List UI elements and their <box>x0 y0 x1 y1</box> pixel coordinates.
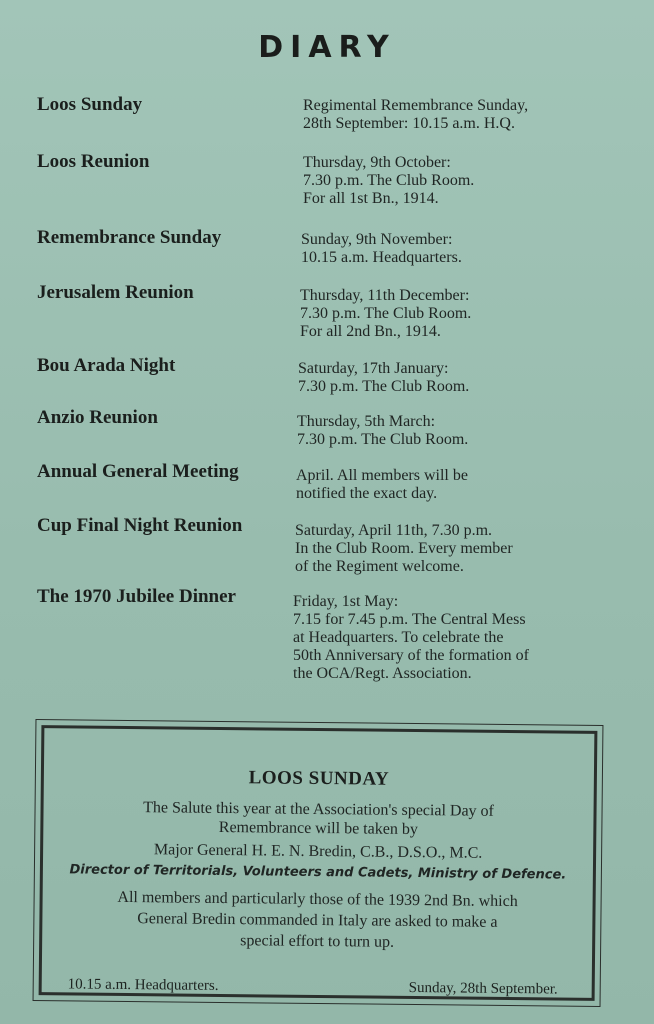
event-detail-line: For all 1st Bn., 1914. <box>303 190 439 207</box>
event-name: Anzio Reunion <box>37 407 158 428</box>
notice-line: Major General H. E. N. Bredin, C.B., D.S.O., M.C. <box>153 841 483 862</box>
event-detail-line: April. All members will be <box>296 467 468 484</box>
event-detail-line: For all 2nd Bn., 1914. <box>300 323 441 340</box>
event-name: The 1970 Jubilee Dinner <box>37 586 236 607</box>
event-detail <box>296 467 468 503</box>
notice-box <box>33 719 604 1007</box>
event-detail-line: Sunday, 9th November: <box>301 231 453 248</box>
event-detail-line: Regimental Remembrance Sunday, <box>303 97 529 114</box>
event-detail-line: Thursday, 11th December: <box>300 287 470 304</box>
notice-line: special effort to turn up. <box>240 932 395 951</box>
event-detail-line: 28th September: 10.15 a.m. H.Q. <box>303 115 515 132</box>
event-detail <box>293 593 529 683</box>
event-detail <box>295 522 513 576</box>
event-name: Jerusalem Reunion <box>37 282 194 303</box>
event-name: Cup Final Night Reunion <box>37 515 243 536</box>
event-detail-line: 10.15 a.m. Headquarters. <box>301 249 462 266</box>
event-detail <box>298 360 469 396</box>
event-detail-line: of the Regiment welcome. <box>295 558 464 575</box>
notice-line: Remembrance will be taken by <box>218 818 418 839</box>
notice-footer-time: 10.15 a.m. Headquarters. <box>67 976 219 994</box>
event-name: Annual General Meeting <box>37 461 239 482</box>
event-detail-line: 7.30 p.m. The Club Room. <box>303 172 475 189</box>
event-detail <box>297 413 468 449</box>
event-detail <box>301 231 462 267</box>
event-detail-line: Saturday, April 11th, 7.30 p.m. <box>295 522 493 539</box>
event-detail-line: Friday, 1st May: <box>293 593 399 610</box>
notice-line: General Bredin commanded in Italy are asked to make a <box>137 910 498 931</box>
event-name: Loos Sunday <box>37 94 143 115</box>
event-detail-line: 7.30 p.m. The Club Room. <box>298 378 470 395</box>
event-detail-line: the OCA/Regt. Association. <box>293 665 472 682</box>
notice-line: The Salute this year at the Association's special Day of <box>143 799 495 820</box>
notice-line: Director of Territorials, Volunteers and Cadets, Ministry of Defence. <box>69 862 567 883</box>
event-detail-line: 7.30 p.m. The Club Room. <box>300 305 472 322</box>
event-detail <box>303 97 528 133</box>
event-detail-line: Thursday, 5th March: <box>297 413 436 430</box>
event-detail-line: at Headquarters. To celebrate the <box>293 629 504 646</box>
page-title: DIARY <box>258 30 396 65</box>
event-detail-line: In the Club Room. Every member <box>295 540 513 557</box>
event-name: Bou Arada Night <box>37 355 176 376</box>
notice-inner-border <box>39 725 598 1001</box>
event-detail-line: 7.30 p.m. The Club Room. <box>297 431 469 448</box>
event-detail <box>300 287 471 341</box>
notice-footer-date: Sunday, 28th September. <box>408 979 558 998</box>
notice-title: LOOS SUNDAY <box>248 767 390 790</box>
event-name: Loos Reunion <box>37 151 150 172</box>
event-detail-line: 50th Anniversary of the formation of <box>293 647 529 664</box>
event-detail-line: Thursday, 9th October: <box>303 154 451 171</box>
event-detail-line: Saturday, 17th January: <box>298 360 449 377</box>
event-name: Remembrance Sunday <box>37 227 222 248</box>
event-detail <box>303 154 474 208</box>
event-detail-line: notified the exact day. <box>296 485 438 502</box>
notice-line: All members and particularly those of the 1939 2nd Bn. which <box>117 888 518 911</box>
event-detail-line: 7.15 for 7.45 p.m. The Central Mess <box>293 611 526 628</box>
